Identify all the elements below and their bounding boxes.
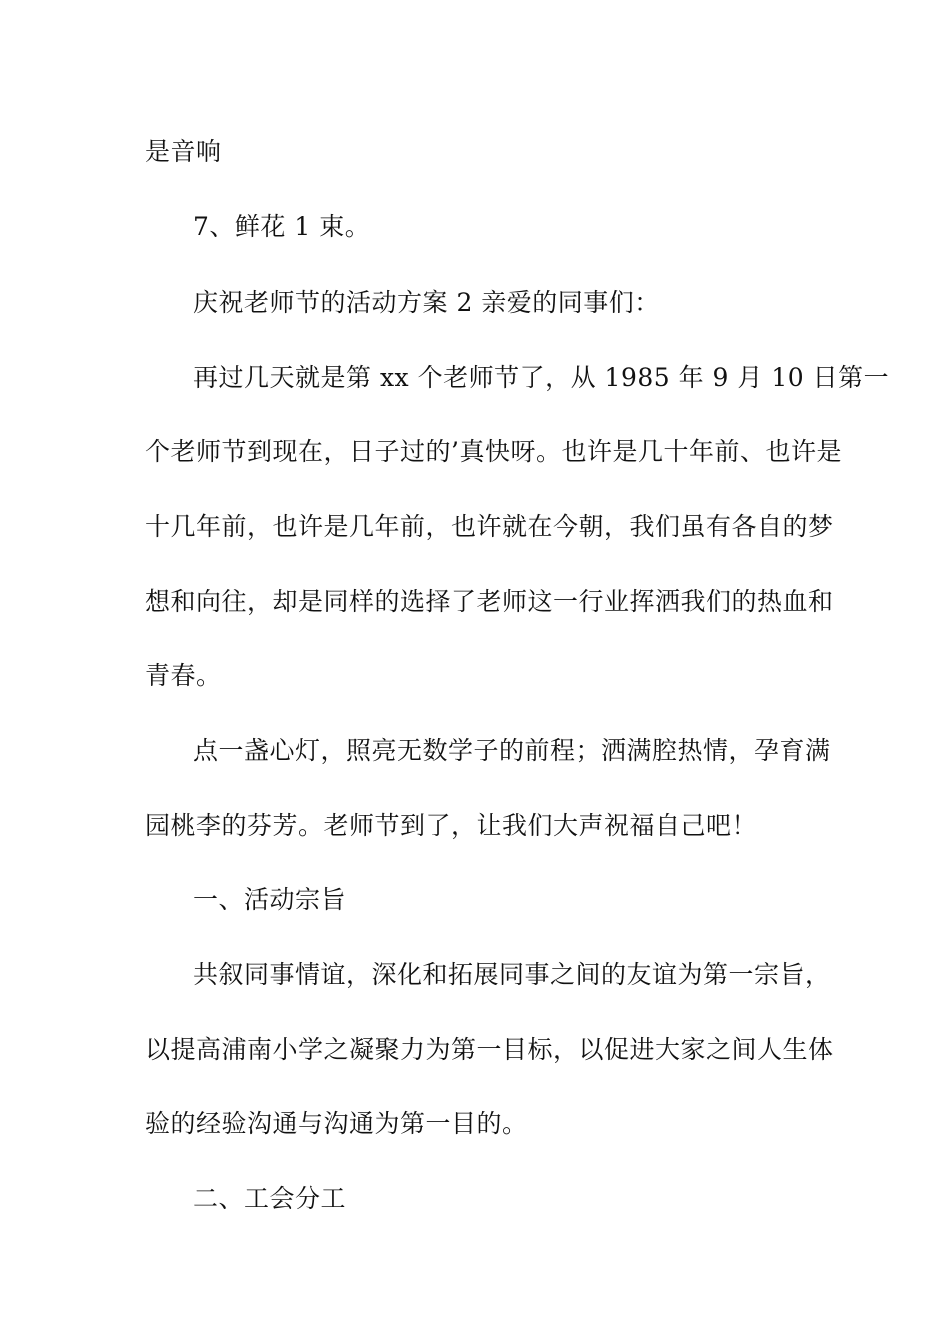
section-heading-purpose: 一、活动宗旨 <box>193 885 347 914</box>
paragraph-line: 再过几天就是第 xx 个老师节了，从 1985 年 9 月 10 日第一 <box>193 363 890 392</box>
paragraph-line: 共叙同事情谊，深化和拓展同事之间的友谊为第一宗旨， <box>193 960 831 989</box>
paragraph-line: 想和向往，却是同样的选择了老师这一行业挥洒我们的热血和 <box>145 587 834 616</box>
paragraph-line: 园桃李的芬芳。老师节到了，让我们大声祝福自己吧！ <box>145 811 758 840</box>
paragraph-line: 点一盏心灯，照亮无数学子的前程；洒满腔热情，孕育满 <box>193 736 831 765</box>
section-heading-division: 二、工会分工 <box>193 1184 347 1213</box>
paragraph-line: 个老师节到现在，日子过的’真快呀。也许是几十年前、也许是 <box>145 437 842 466</box>
paragraph-line: 十几年前，也许是几年前，也许就在今朝，我们虽有各自的梦 <box>145 512 834 541</box>
text-line: 是音响 <box>145 137 222 166</box>
list-item-flowers: 7、鲜花 1 束。 <box>193 212 371 241</box>
paragraph-line: 以提高浦南小学之凝聚力为第一目标，以促进大家之间人生体 <box>145 1035 834 1064</box>
section-heading-plan-2: 庆祝老师节的活动方案 2 亲爱的同事们： <box>193 288 660 317</box>
paragraph-line: 验的经验沟通与沟通为第一目的。 <box>145 1109 528 1138</box>
paragraph-line: 青春。 <box>145 661 222 690</box>
